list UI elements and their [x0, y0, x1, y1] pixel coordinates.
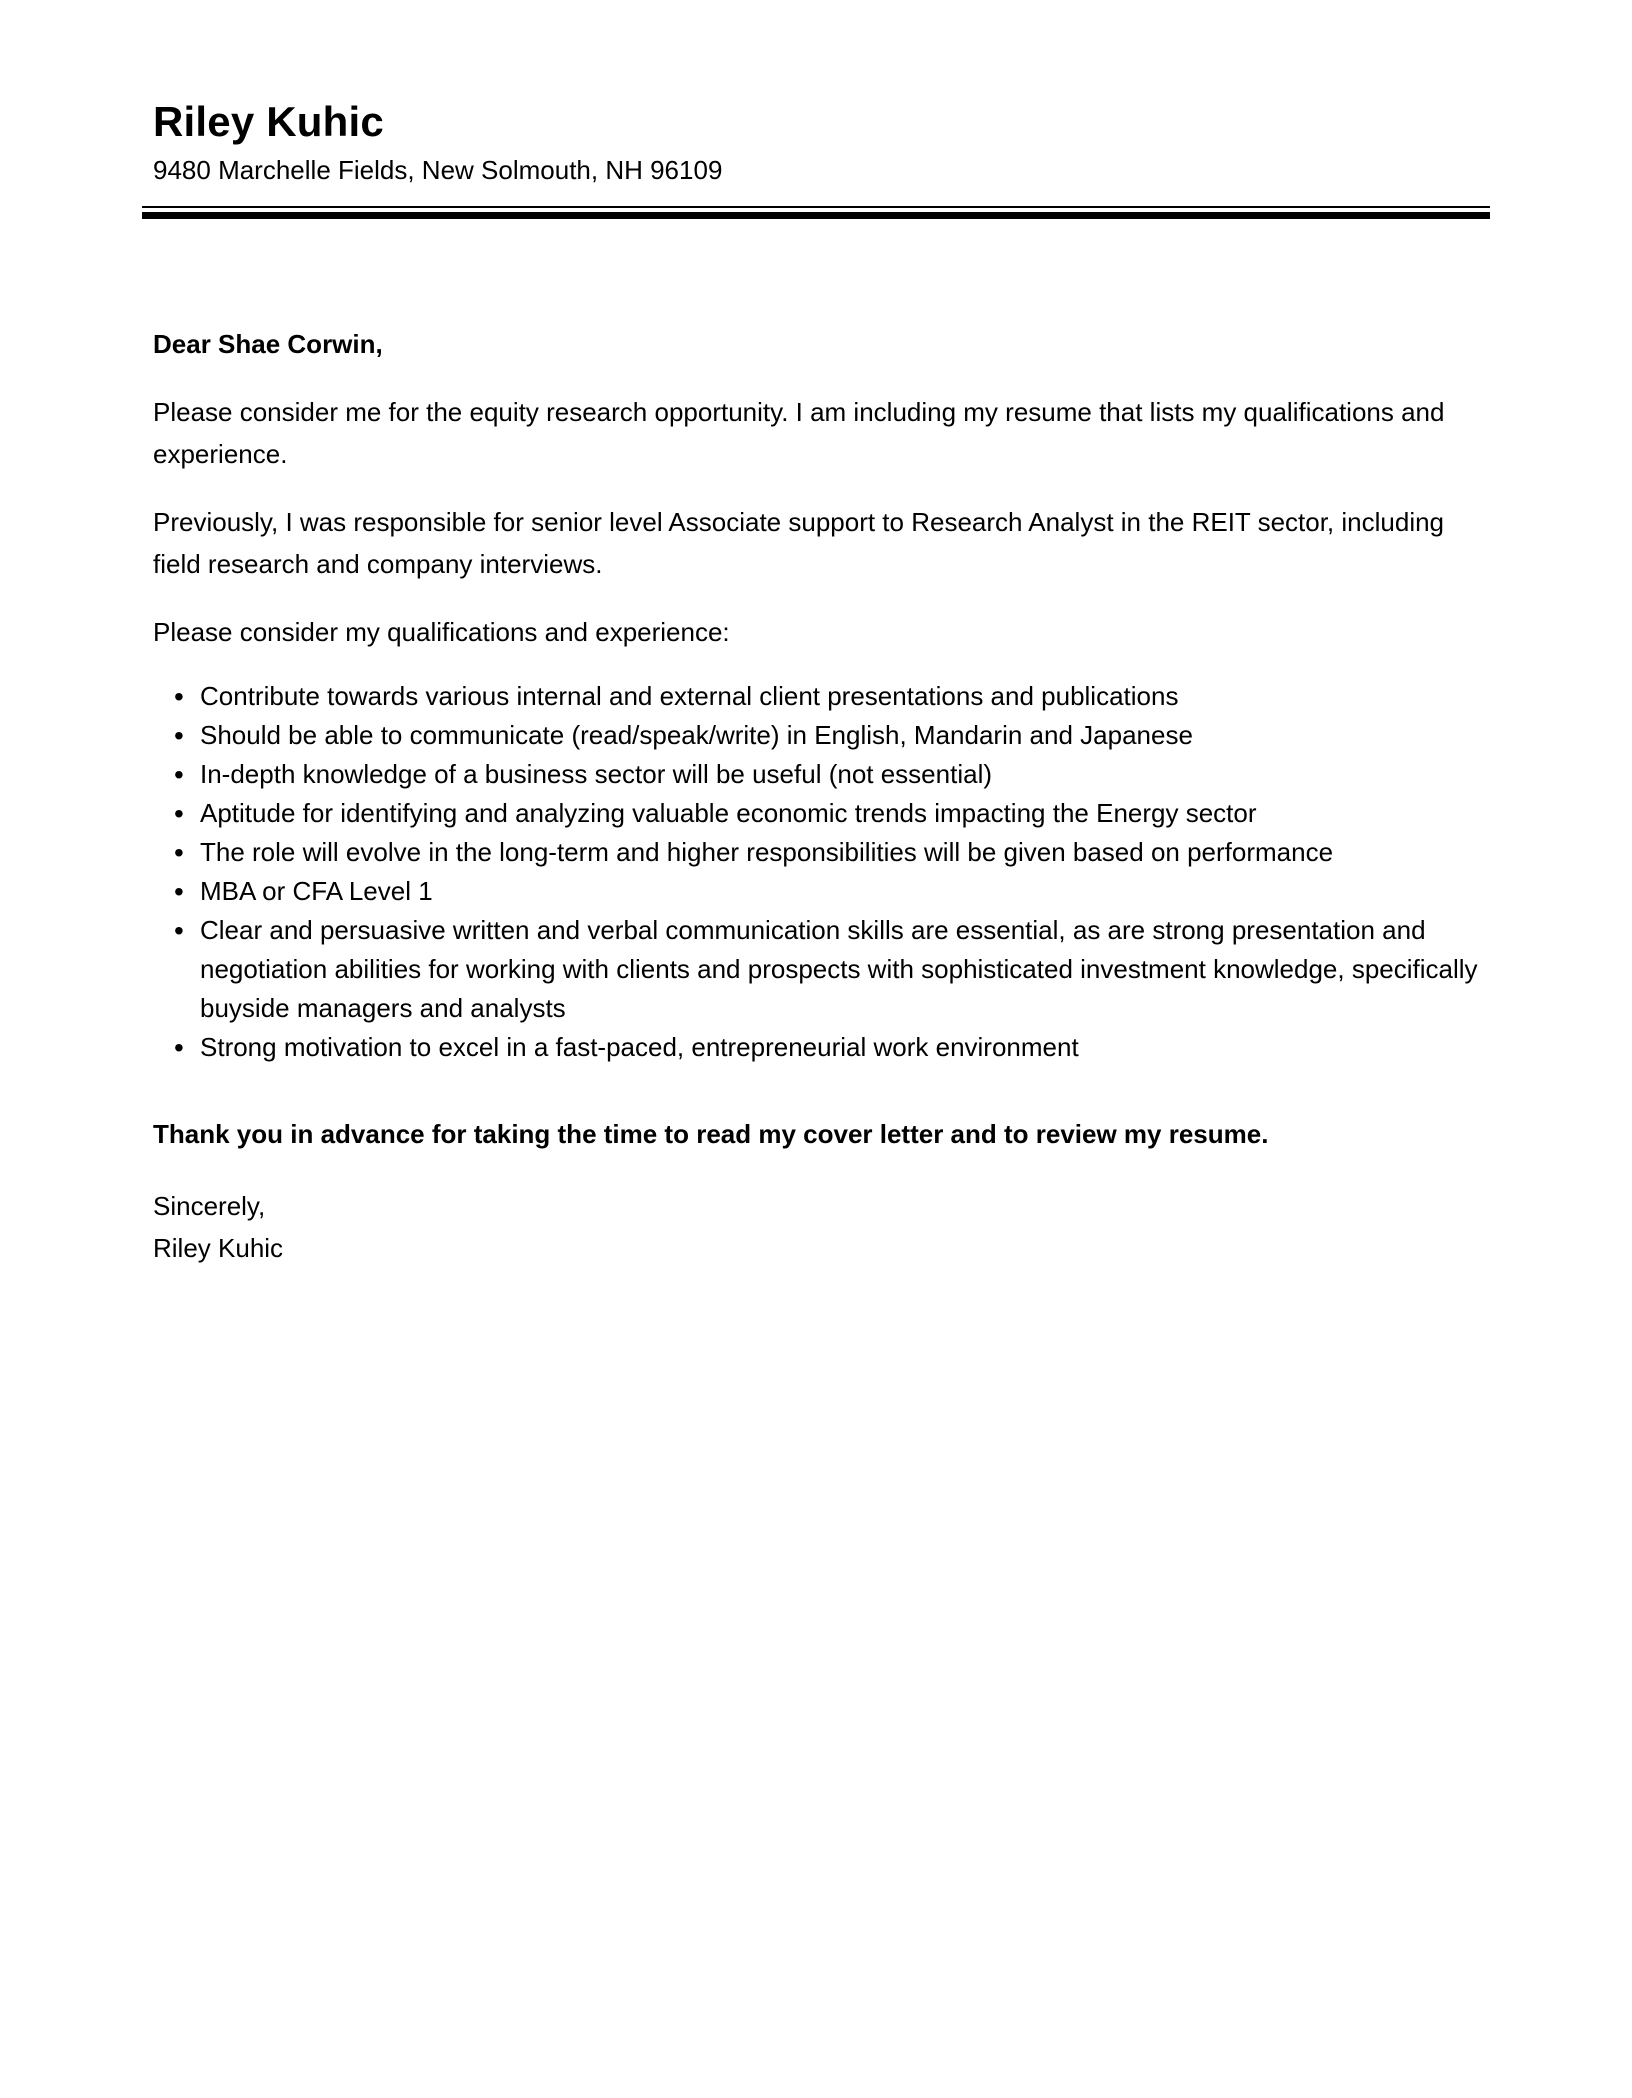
letterhead-text: [142, 94, 1490, 190]
signoff-block: [153, 1185, 1490, 1269]
list-item: • The role will evolve in the long-term and higher responsibilities will be given based on performance: [153, 833, 1490, 872]
list-item: • Contribute towards various internal and external client presentations and publications: [153, 677, 1490, 716]
paragraph-experience: Previously, I was responsible for senior level Associate support to Research Analyst in the REIT sector, including field research and company interviews.: [153, 507, 1445, 579]
letterhead-divider: [142, 206, 1490, 219]
signoff: Sincerely,: [153, 1191, 266, 1221]
paragraph-qualifications-lead-in: Please consider my qualifications and experience:: [153, 617, 730, 647]
signature: Riley Kuhic: [153, 1233, 284, 1263]
list-item: • Should be able to communicate (read/speak/write) in English, Mandarin and Japanese: [153, 716, 1490, 755]
letter-body: [142, 323, 1490, 1269]
list-item: • In-depth knowledge of a business sector will be useful (not essential): [153, 755, 1490, 794]
letterhead: [142, 94, 1490, 219]
list-item: • Clear and persuasive written and verbal communication skills are essential, as are strong presentation and negotiation abilities for working with clients and prospects with sophisticated investment knowledge, specifically buyside managers and analysts: [153, 911, 1490, 1028]
greeting: Dear Shae Corwin,: [153, 329, 383, 359]
sender-name: Riley Kuhic: [153, 98, 384, 145]
paragraph-intro: Please consider me for the equity research opportunity. I am including my resume that lists my qualifications and experience.: [153, 397, 1445, 469]
list-item: • Aptitude for identifying and analyzing valuable economic trends impacting the Energy sector: [153, 794, 1490, 833]
qualifications-list: [153, 677, 1490, 1067]
list-item: • Strong motivation to excel in a fast-paced, entrepreneurial work environment: [153, 1028, 1490, 1067]
closing-statement: Thank you in advance for taking the time to read my cover letter and to review my resume.: [153, 1119, 1269, 1149]
sender-address: 9480 Marchelle Fields, New Solmouth, NH 96109: [153, 155, 723, 185]
list-item: • MBA or CFA Level 1: [153, 872, 1490, 911]
